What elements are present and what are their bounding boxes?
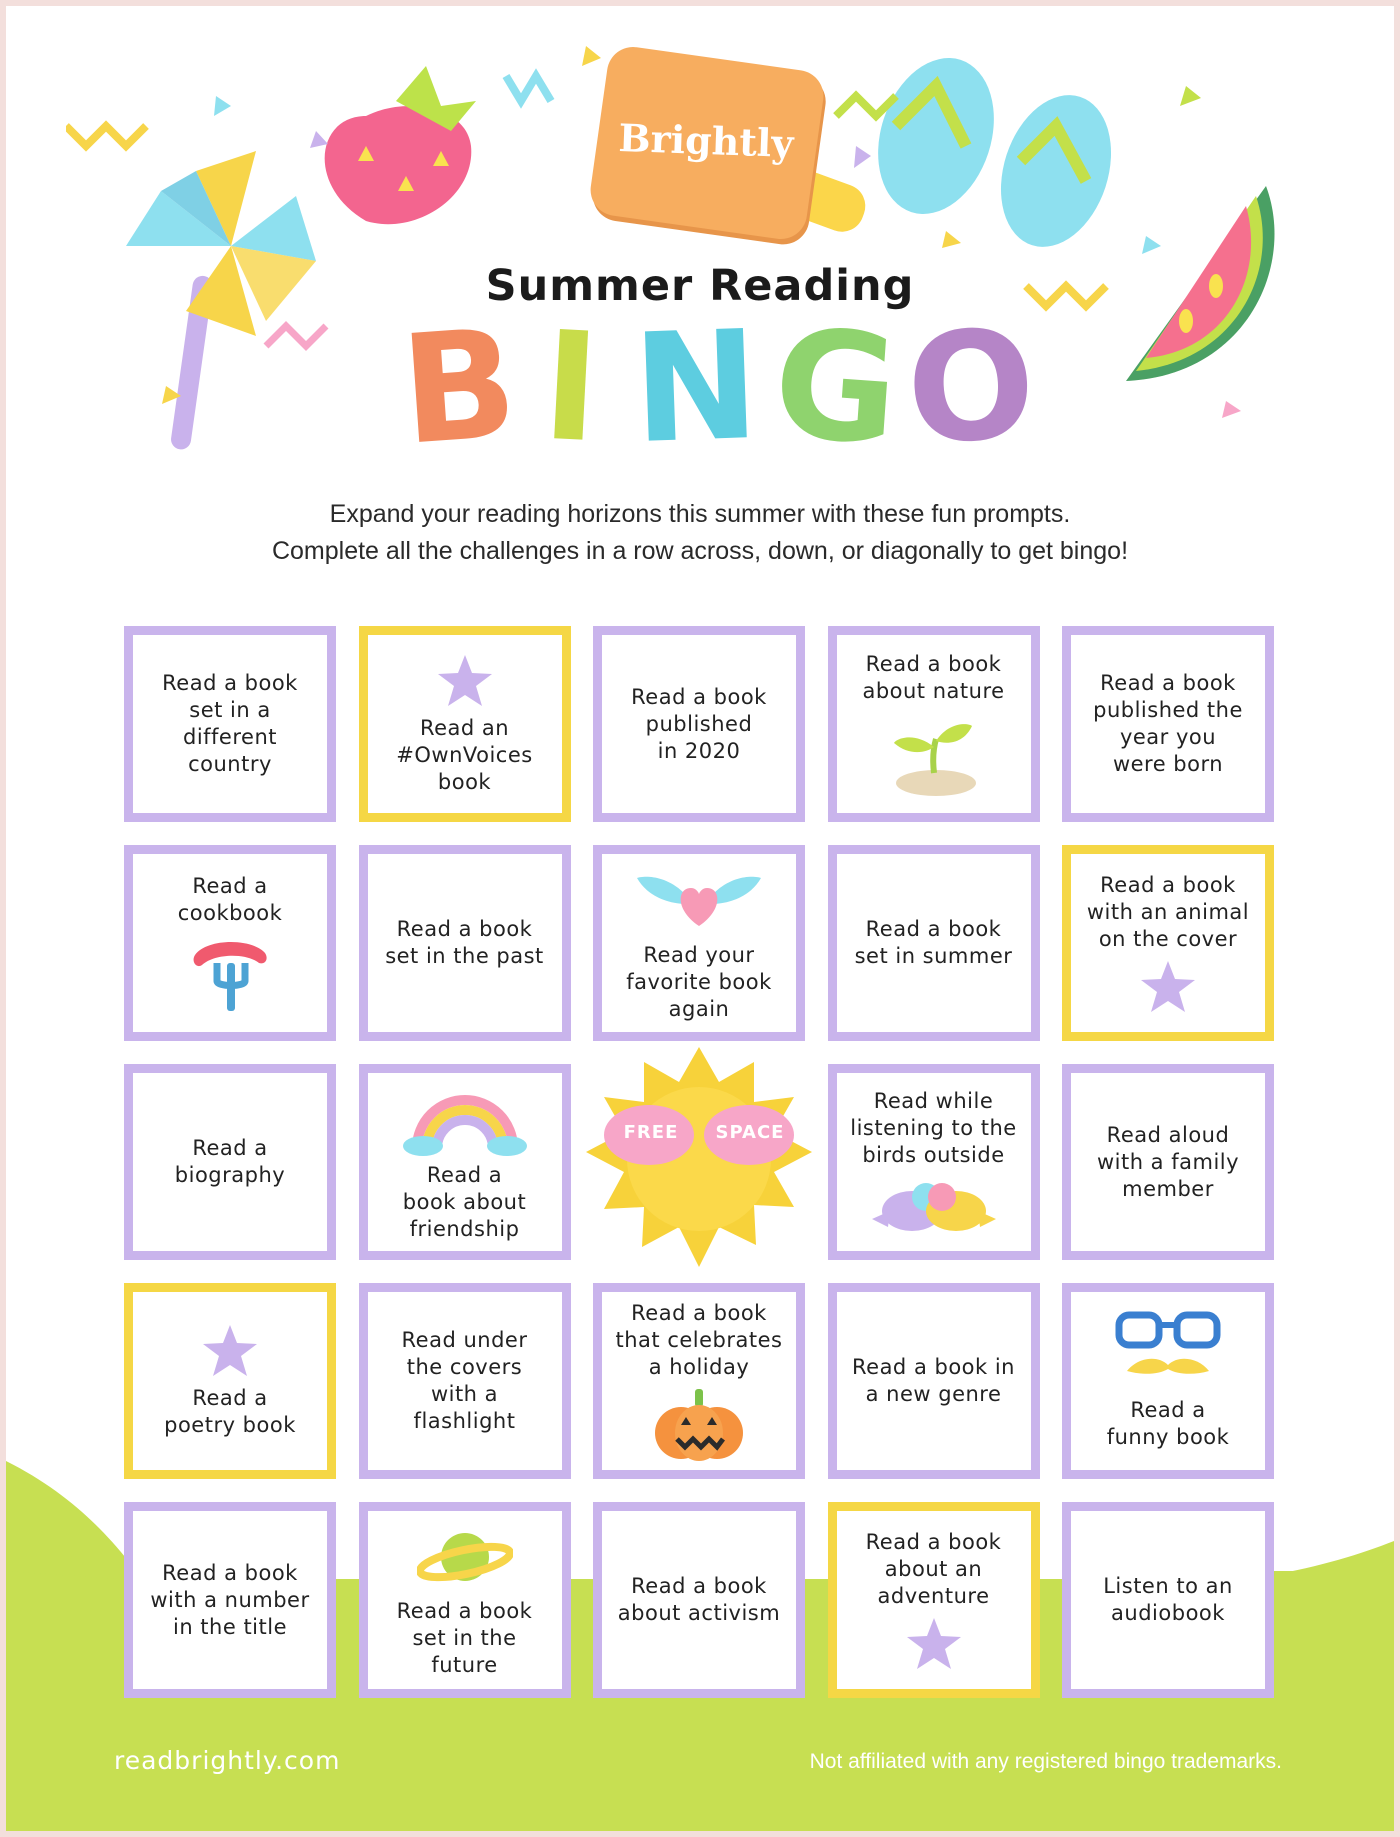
brightly-logo: Brightly: [617, 114, 795, 167]
free-space-label-right: SPACE: [715, 1122, 785, 1143]
footer-website: readbrightly.com: [114, 1746, 341, 1775]
bingo-letter-n: N: [630, 298, 762, 478]
bingo-cell: [1062, 1283, 1274, 1479]
bingo-cell-text: Read a book set in the past: [385, 917, 544, 968]
bingo-cell-text: Read a biography: [174, 1136, 286, 1187]
bingo-cell: [124, 1502, 336, 1698]
bingo-cell-text: Read a cookbook: [177, 874, 283, 925]
bingo-cell-text: Read while listening to the birds outside: [850, 1088, 1017, 1167]
sprout-icon: [884, 711, 984, 801]
bingo-cell-text: Read your favorite book again: [626, 942, 772, 1021]
bingo-cell: [828, 1283, 1040, 1479]
bingo-cell-text: Read under the covers with a flashlight: [401, 1328, 528, 1433]
bingo-cell: [828, 626, 1040, 822]
bingo-cell-text: Read a book about activism: [617, 1574, 781, 1625]
bingo-cell-text: Read a book published in 2020: [631, 684, 767, 763]
bingo-cell-text: Read a book set in the future: [396, 1598, 533, 1677]
bingo-cell-text: Read a book published the year you were born: [1093, 671, 1243, 776]
star-icon: [1138, 959, 1198, 1019]
bingo-cell: [593, 1283, 805, 1479]
rainbow-icon: [403, 1082, 527, 1160]
bingo-cell: [359, 845, 571, 1041]
bingo-cell: [828, 1502, 1040, 1698]
bingo-cell-text: Read aloud with a family member: [1096, 1122, 1240, 1201]
bingo-cell: [124, 845, 336, 1041]
bingo-cell-text: Listen to an audiobook: [1103, 1574, 1233, 1625]
bingo-letter-o: O: [902, 297, 1040, 479]
winged-heart-icon: [635, 864, 763, 940]
instructions-line-2: Complete all the challenges in a row across, down, or diagonally to get bingo!: [271, 537, 1129, 565]
strawberry-icon: [325, 66, 476, 224]
bingo-cell-text: Read a book with an animal on the cover: [1086, 872, 1250, 951]
bingo-cell: [1062, 1064, 1274, 1260]
star-icon: [435, 653, 495, 713]
bingo-cell: [1062, 626, 1274, 822]
bingo-cell-text: Read a poetry book: [164, 1386, 296, 1437]
bingo-cell: [359, 626, 571, 822]
bingo-cell-text: Read a book in a new genre: [852, 1355, 1015, 1406]
bingo-cell: [359, 1502, 571, 1698]
bingo-cell: [593, 1502, 805, 1698]
instructions: [6, 496, 1394, 570]
bingo-cell-text: Read a book about friendship: [402, 1162, 527, 1241]
star-icon: [200, 1323, 260, 1383]
bingo-cell-text: Read a book that celebrates a holiday: [615, 1300, 783, 1379]
bingo-cell-text: Read a funny book: [1106, 1398, 1230, 1449]
bingo-cell: [828, 1064, 1040, 1260]
bingo-page: [6, 6, 1394, 1831]
bingo-cell-text: Read an #OwnVoices book: [396, 715, 533, 794]
bingo-cell: [359, 1064, 571, 1260]
bingo-cell: [1062, 1502, 1274, 1698]
bingo-cell: [828, 845, 1040, 1041]
bingo-cell: [593, 626, 805, 822]
bingo-cell-text: Read a book about nature: [862, 652, 1005, 703]
bingo-cell: [593, 845, 805, 1041]
page-title: Summer Reading: [485, 261, 915, 311]
glasses-mustache-icon: [1113, 1311, 1223, 1395]
star-icon: [904, 1616, 964, 1676]
bingo-cell: [124, 1283, 336, 1479]
sausage-icon: [187, 933, 273, 1017]
bingo-letter-b: B: [395, 297, 523, 479]
bingo-letter-i: I: [538, 299, 604, 477]
instructions-line-1: Expand your reading horizons this summer with these fun prompts.: [329, 500, 1071, 528]
flip-flops-icon: [859, 46, 1130, 261]
bingo-cell-text: Read a book about an adventure: [865, 1529, 1002, 1608]
pumpkin-icon: [651, 1387, 747, 1467]
bingo-cell: [124, 626, 336, 822]
bingo-cell: [124, 1064, 336, 1260]
bingo-cell-text: Read a book with a number in the title: [150, 1560, 310, 1639]
bingo-cell: [1062, 845, 1274, 1041]
bingo-letter-g: G: [768, 296, 904, 480]
bingo-cell: [359, 1283, 571, 1479]
bingo-cell-text: Read a book set in summer: [854, 917, 1013, 968]
planet-icon: [417, 1522, 513, 1596]
bingo-cell-text: Read a book set in a different country: [162, 671, 298, 776]
free-space-cell: [593, 1064, 805, 1260]
sun-icon: [584, 1047, 814, 1277]
birds-icon: [864, 1175, 1004, 1241]
footer-disclaimer: Not affiliated with any registered bingo trademarks.: [809, 1750, 1282, 1773]
free-space-label-left: FREE: [623, 1122, 679, 1143]
